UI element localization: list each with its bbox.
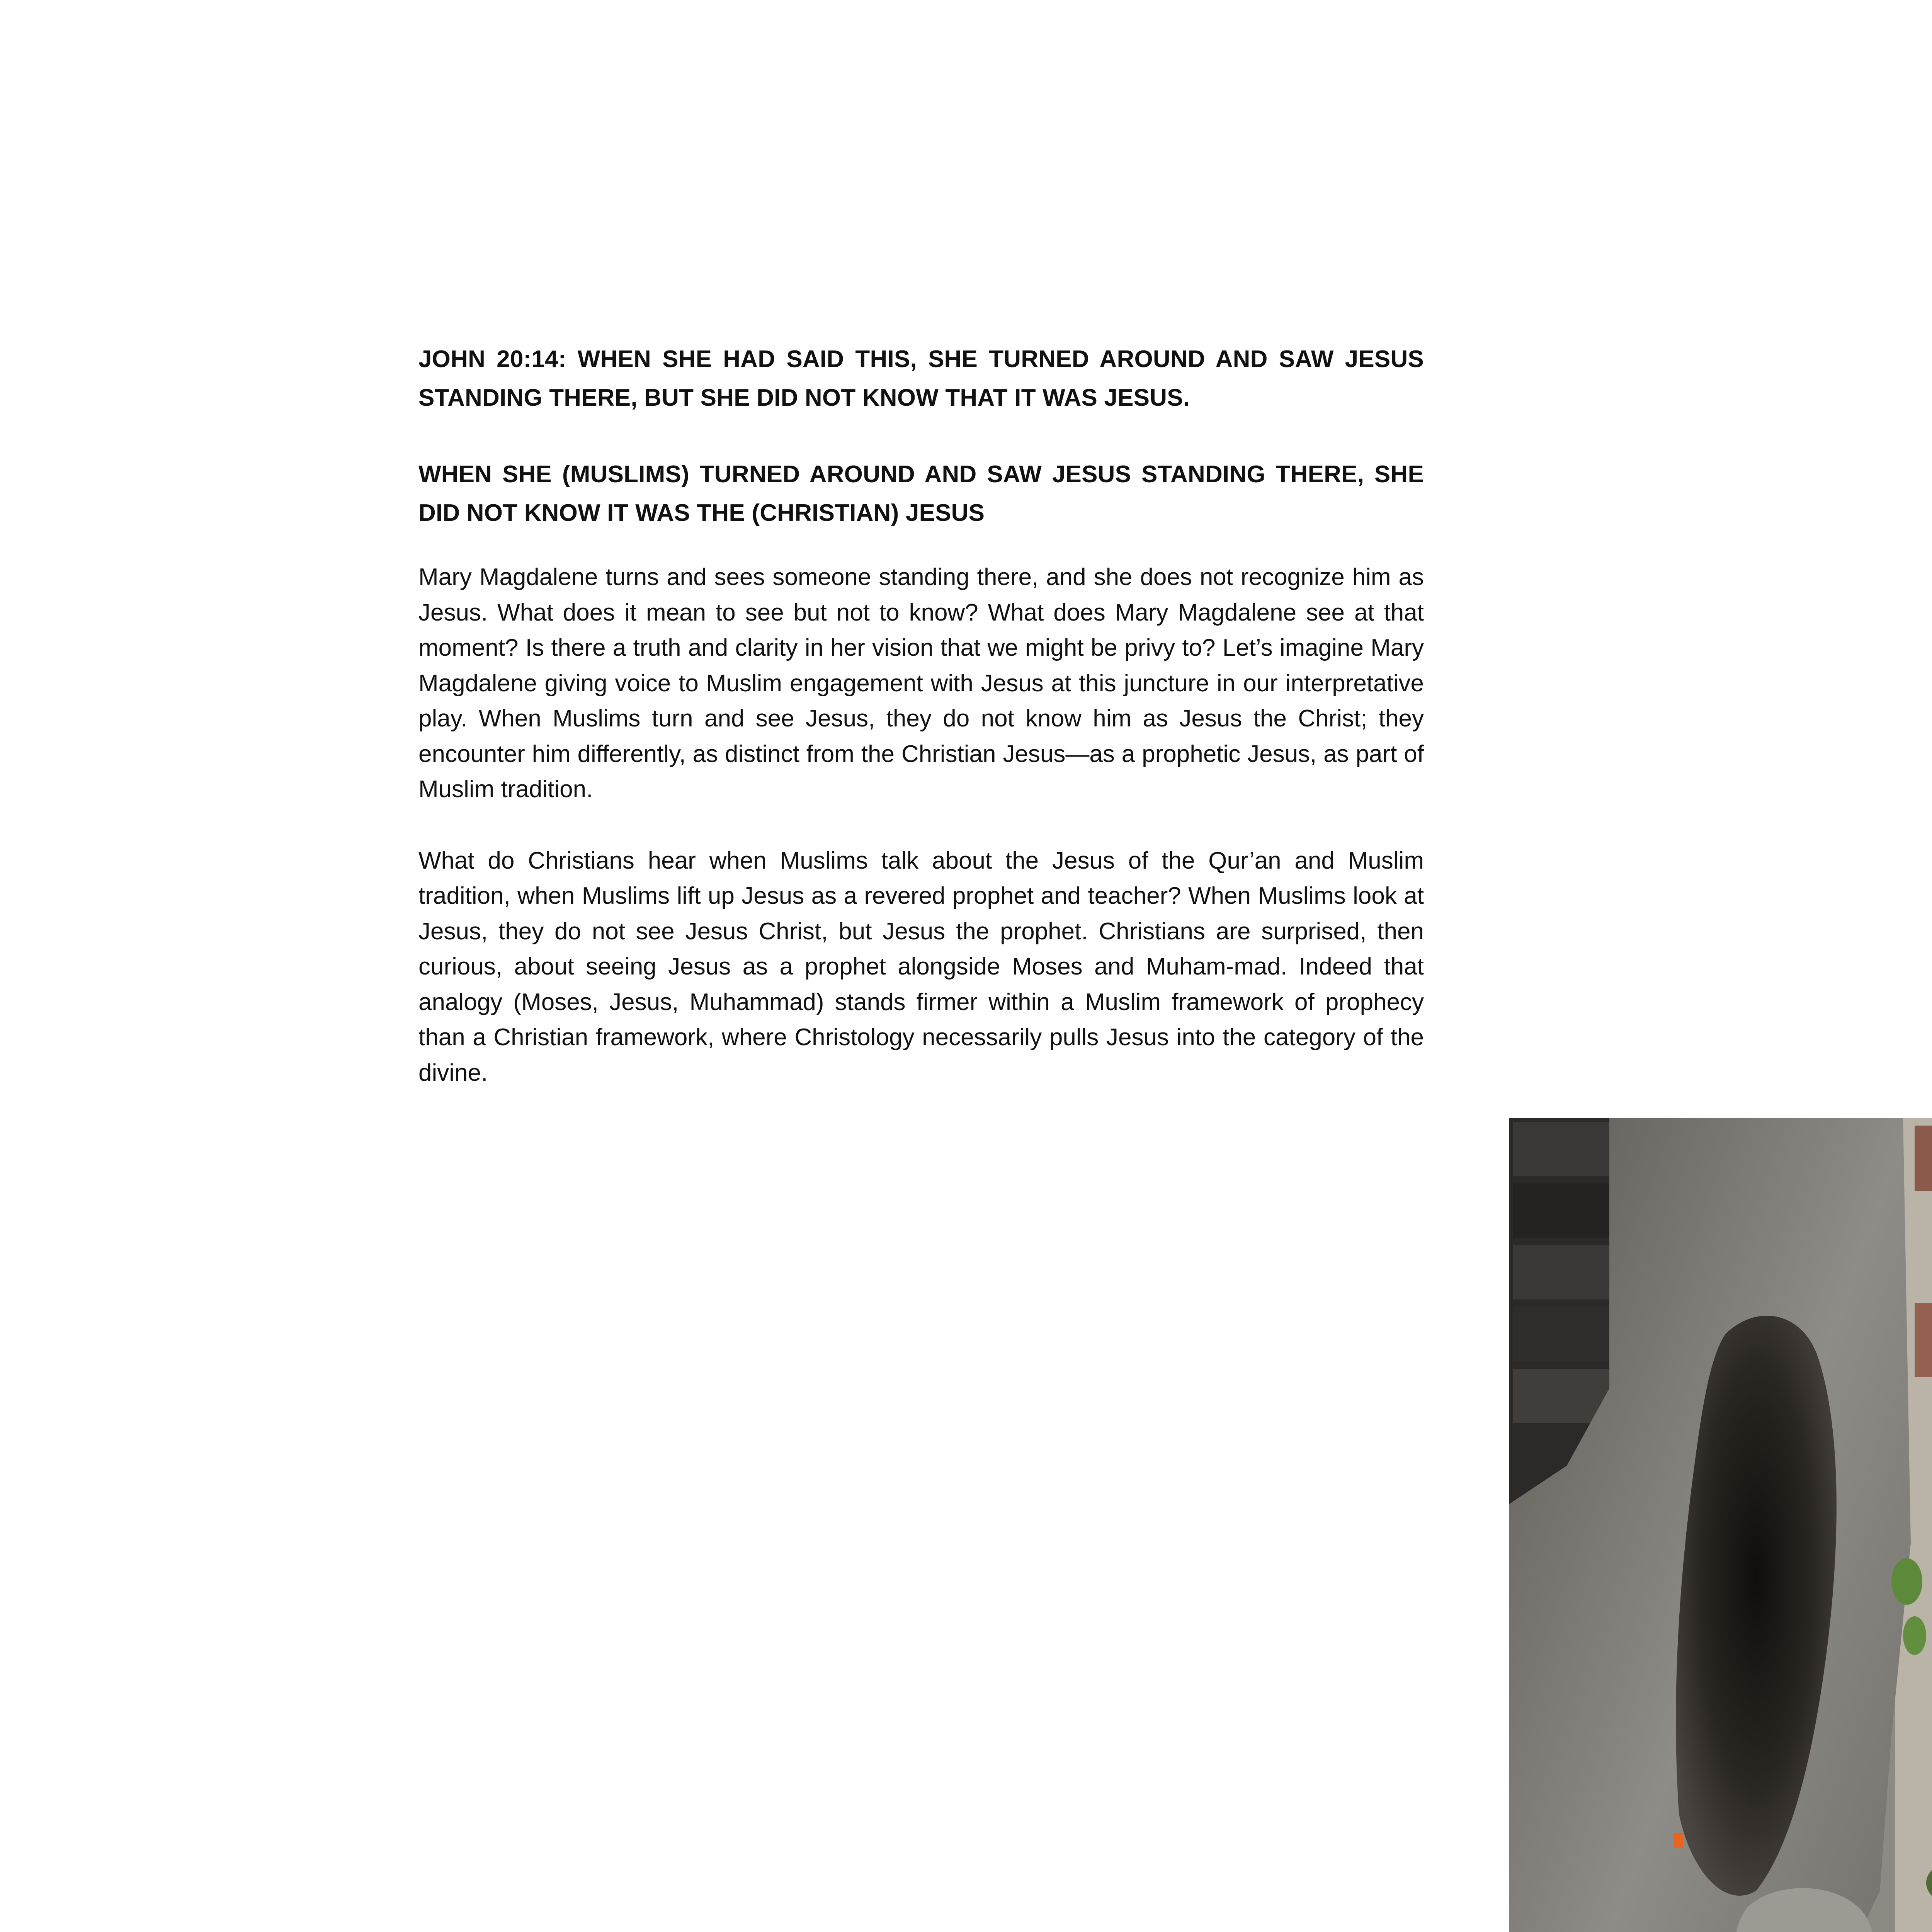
body-paragraph-1: Mary Magdalene turns and sees someone standing there, and she does not recognize him as Jesus. What does it mean to see but not to know? What does Mary Magdalene see at that moment? Is there a truth and clarity in her vision that we might be privy to? Let’s imagine Mary Magdalene giving voice to Muslim engagement with Jesus at this juncture in our interpretative play. When Muslims turn and see Jesus, they do not know him as Jesus the Christ; they encounter him differently, as distinct from the Christian Jesus—as a prophetic Jesus, as part of Muslim tradition.	[418, 564, 1424, 803]
text-column	[418, 340, 1424, 1090]
wall-photo	[1509, 1118, 1932, 1932]
body-paragraph-2: What do Christians hear when Muslims talk about the Jesus of the Qur’an and Muslim tradition, when Muslims lift up Jesus as a revered prophet and teacher? When Muslims look at Jesus, they do not see Jesus Christ, but Jesus the prophet. Christians are surprised, then curious, about seeing Jesus as a prophet alongside Moses and Muham-mad. Indeed that analogy (Moses, Jesus, Muhammad) stands firmer within a Muslim framework of prophecy than a Christian framework, where Christology necessarily pulls Jesus into the category of the divine.	[418, 847, 1424, 1086]
wall-photo-illustration	[1509, 1118, 1932, 1932]
interpretation-heading: WHEN SHE (MUSLIMS) TURNED AROUND AND SAW JESUS STANDING THERE, SHE DID NOT KNOW IT WAS THE (CHRISTIAN) JESUS	[418, 461, 1424, 526]
orange-tag	[1674, 1833, 1683, 1848]
verse-heading: JOHN 20:14: WHEN SHE HAD SAID THIS, SHE TURNED AROUND AND SAW JESUS STANDING THERE, BUT SHE DID NOT KNOW THAT IT WAS JESUS.	[418, 346, 1424, 411]
